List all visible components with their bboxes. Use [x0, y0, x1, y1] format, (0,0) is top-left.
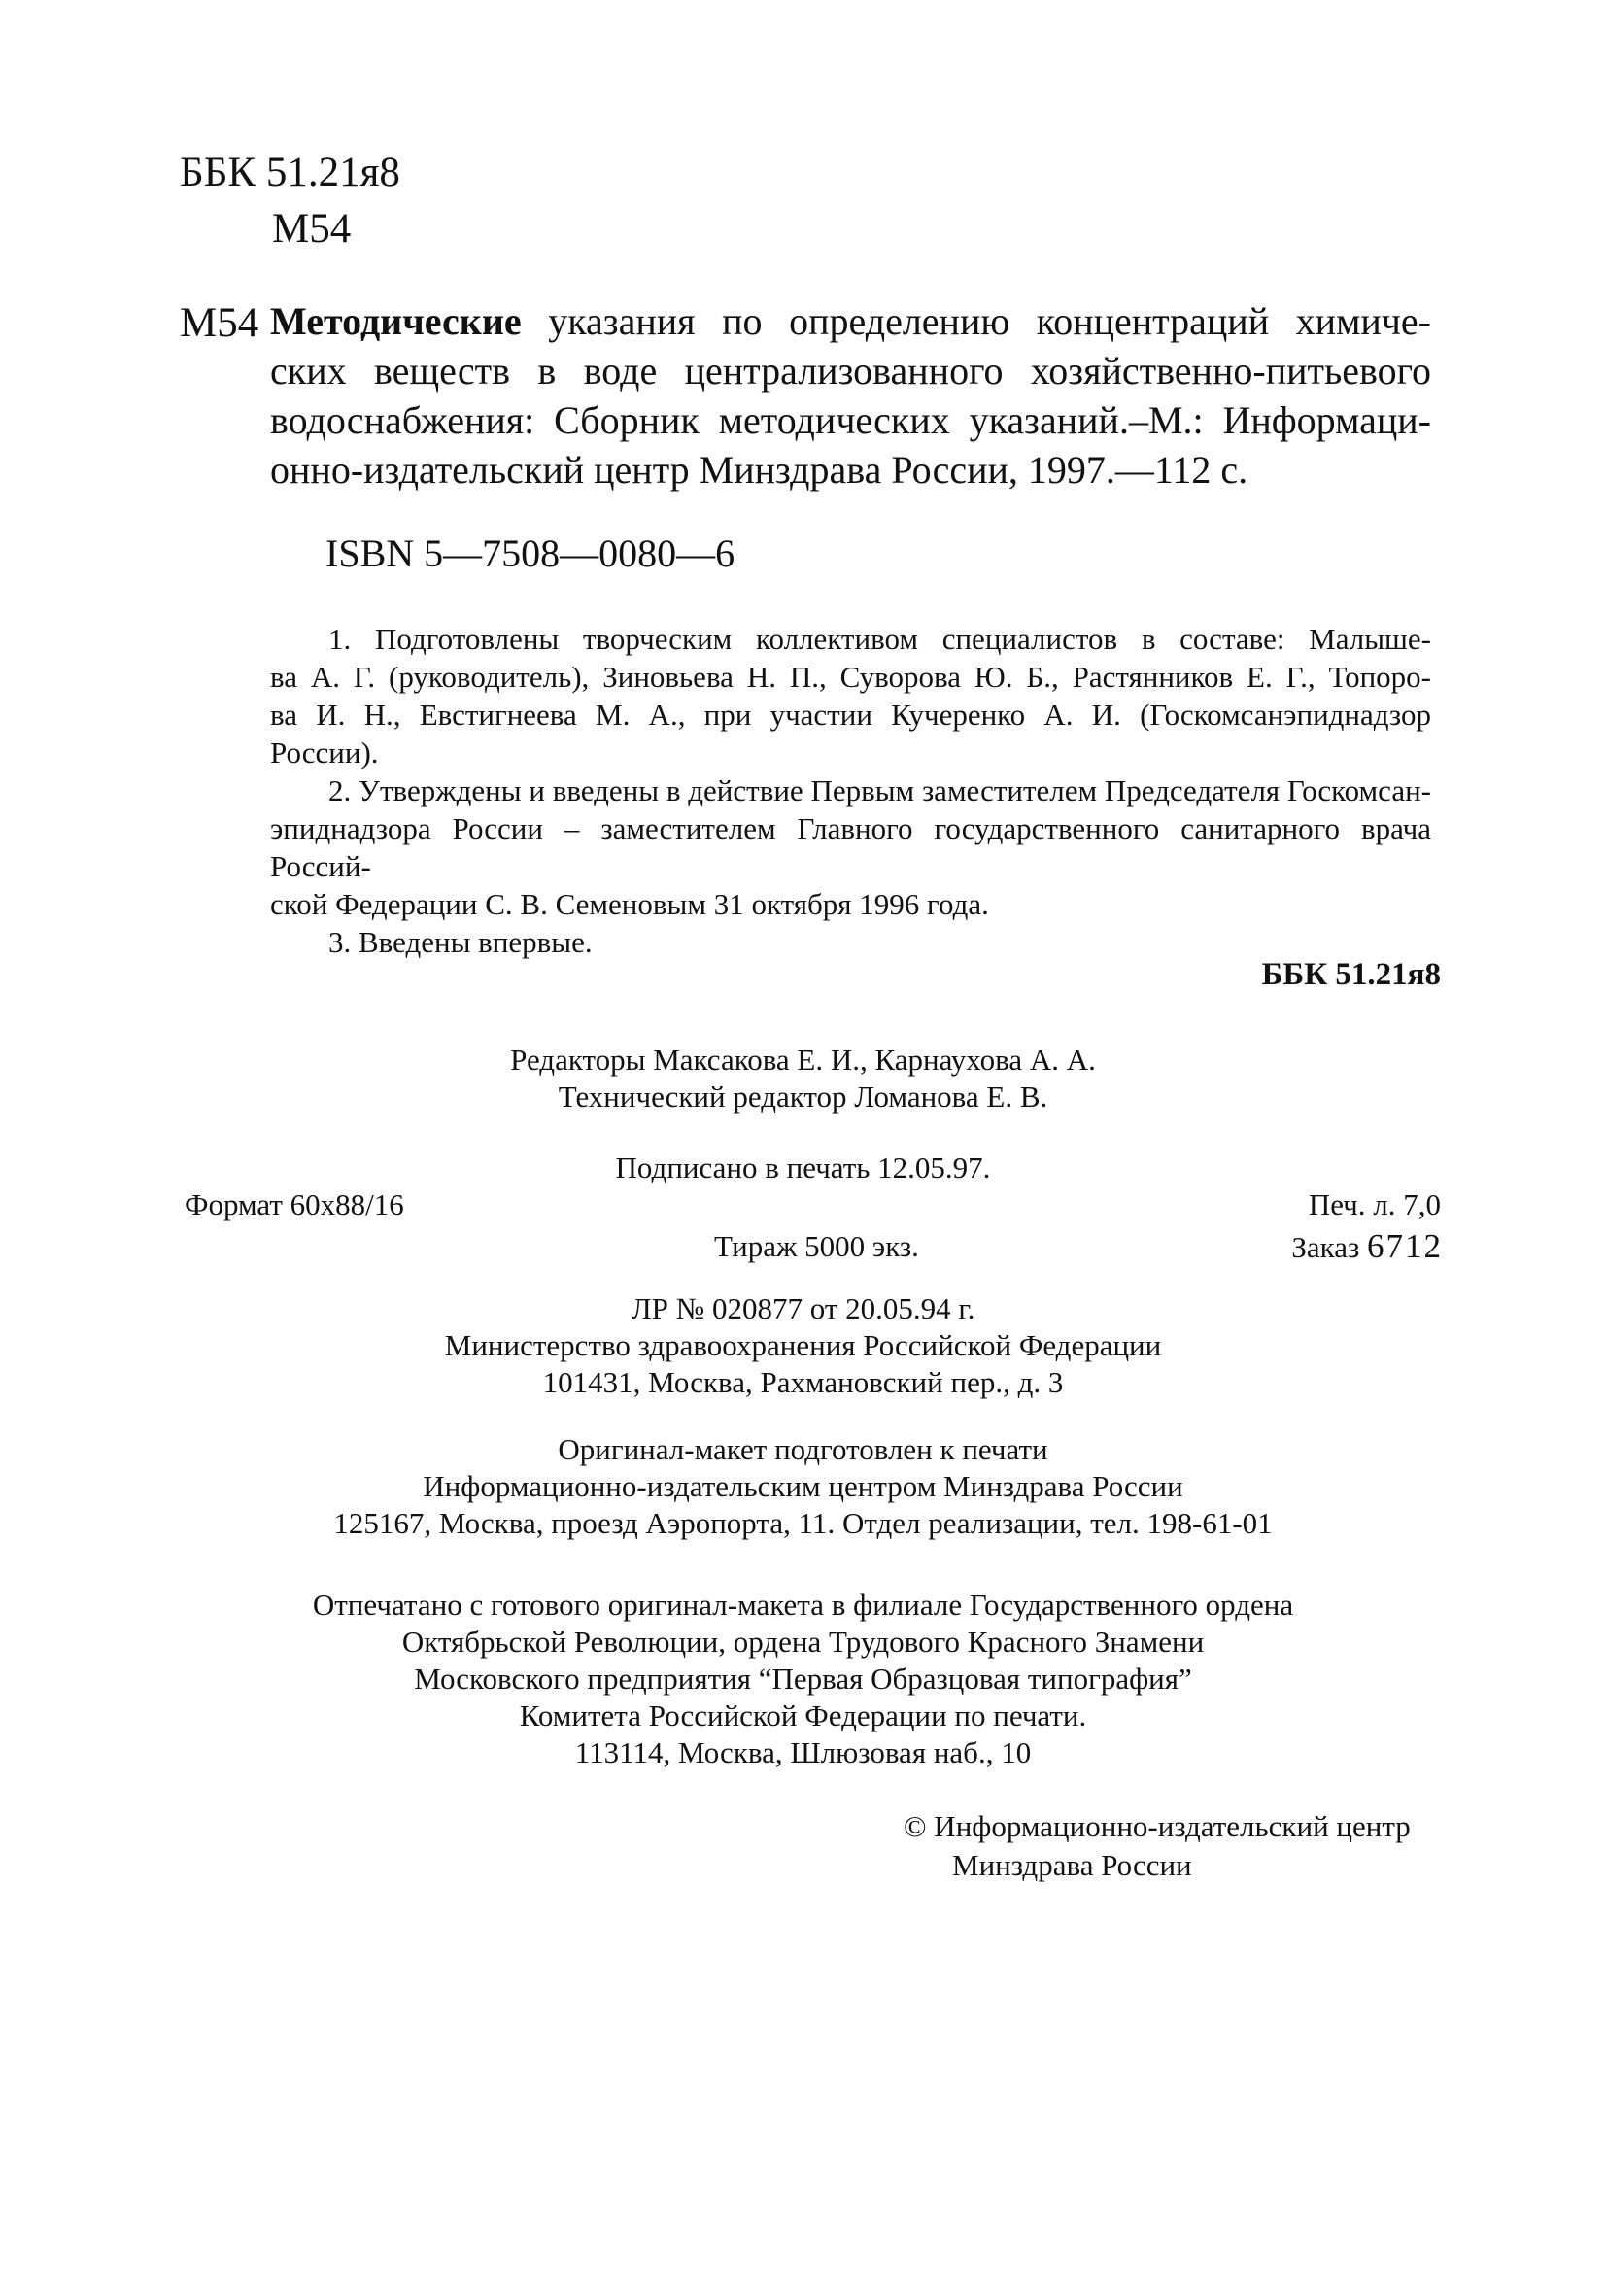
format: Формат 60x88/16 — [185, 1187, 404, 1221]
printer-line-1: Отпечатано с готового оригинал-макета в филиале Государственного ордена — [312, 1588, 1294, 1622]
description-line: онно-издательский центр Минздрава России, 1997.—112 с. — [270, 448, 1248, 492]
printer-line-4: Комитета Российской Федерации по печати. — [519, 1698, 1087, 1732]
bbk-code-right: ББК 51.21я8 — [1261, 957, 1441, 992]
tech-editor-line: Технический редактор Ломанова Е. В. — [558, 1079, 1048, 1114]
copyright-line-1: © Информационно-издательский центр — [904, 1809, 1411, 1843]
copyright-line-2: Минздрава России — [952, 1848, 1192, 1882]
note-line: ской Федерации С. В. Семеновым 31 октября 1996 года. — [270, 887, 989, 921]
description-line: ских веществ в воде централизованного хозяйственно-питьевого — [270, 349, 1431, 393]
note-line: 1. Подготовлены творческим коллективом специалистов в составе: Малыше- — [328, 622, 1431, 656]
bbk-code: ББК 51.21я8 — [180, 150, 400, 195]
note-line: ва И. Н., Евстигнеева М. А., при участии Кучеренко А. И. (Госкомсанэпиднадзор — [270, 698, 1431, 732]
author-mark: М54 — [272, 206, 352, 252]
layout-line-3: 125167, Москва, проезд Аэропорта, 11. Отдел реализации, тел. 198-61-01 — [333, 1506, 1273, 1540]
description-line: водоснабжения: Сборник методических указаний.–М.: Информаци- — [270, 398, 1431, 442]
editors-line: Редакторы Максакова Е. И., Карнаухова А. А. — [510, 1043, 1096, 1077]
note-line: ва А. Г. (руководитель), Зиновьева Н. П., Суворова Ю. Б., Растянников Е. Г., Топоро- — [270, 660, 1431, 694]
print-sheets: Печ. л. 7,0 — [1308, 1187, 1441, 1221]
printer-line-2: Октябрьской Революции, ордена Трудового Красного Знамени — [401, 1625, 1205, 1659]
order-number: 6712 — [1367, 1227, 1443, 1265]
note-line: России). — [270, 736, 379, 770]
printer-line-5: 113114, Москва, Шлюзовая наб., 10 — [574, 1735, 1032, 1769]
ministry-address: 101431, Москва, Рахмановский пер., д. 3 — [542, 1365, 1064, 1399]
circulation: Тираж 5000 экз. — [714, 1229, 919, 1263]
copyright — [904, 1807, 1411, 1885]
signed-date: Подписано в печать 12.05.97. — [615, 1150, 991, 1184]
notes-block — [270, 620, 1431, 961]
note-line: эпиднадзора России – заместителем Главного государственного санитарного врача Россий- — [270, 811, 1431, 883]
bibliographic-description — [270, 296, 1431, 495]
license-line: ЛР № 020877 от 20.05.94 г. — [631, 1291, 975, 1325]
order-label: Заказ — [1291, 1230, 1360, 1264]
note-line: 3. Введены впервые. — [328, 925, 593, 959]
isbn: ISBN 5—7508—0080—6 — [325, 531, 735, 575]
ministry-line: Министерство здравоохранения Российской Федерации — [444, 1328, 1162, 1362]
order — [1291, 1227, 1443, 1266]
printer-line-3: Московского предприятия “Первая Образцовая типография” — [414, 1662, 1192, 1696]
note-line: 2. Утверждены и введены в действие Первым заместителем Председателя Госкомсан- — [328, 773, 1431, 807]
description-title-bold: Методические — [270, 299, 522, 343]
entry-mark: М54 — [180, 300, 259, 346]
layout-line-2: Информационно-издательским центром Минздрава России — [423, 1469, 1183, 1503]
layout-line-1: Оригинал-макет подготовлен к печати — [558, 1432, 1048, 1466]
description-line: Методические указания по определению концентраций химиче- — [270, 299, 1431, 343]
